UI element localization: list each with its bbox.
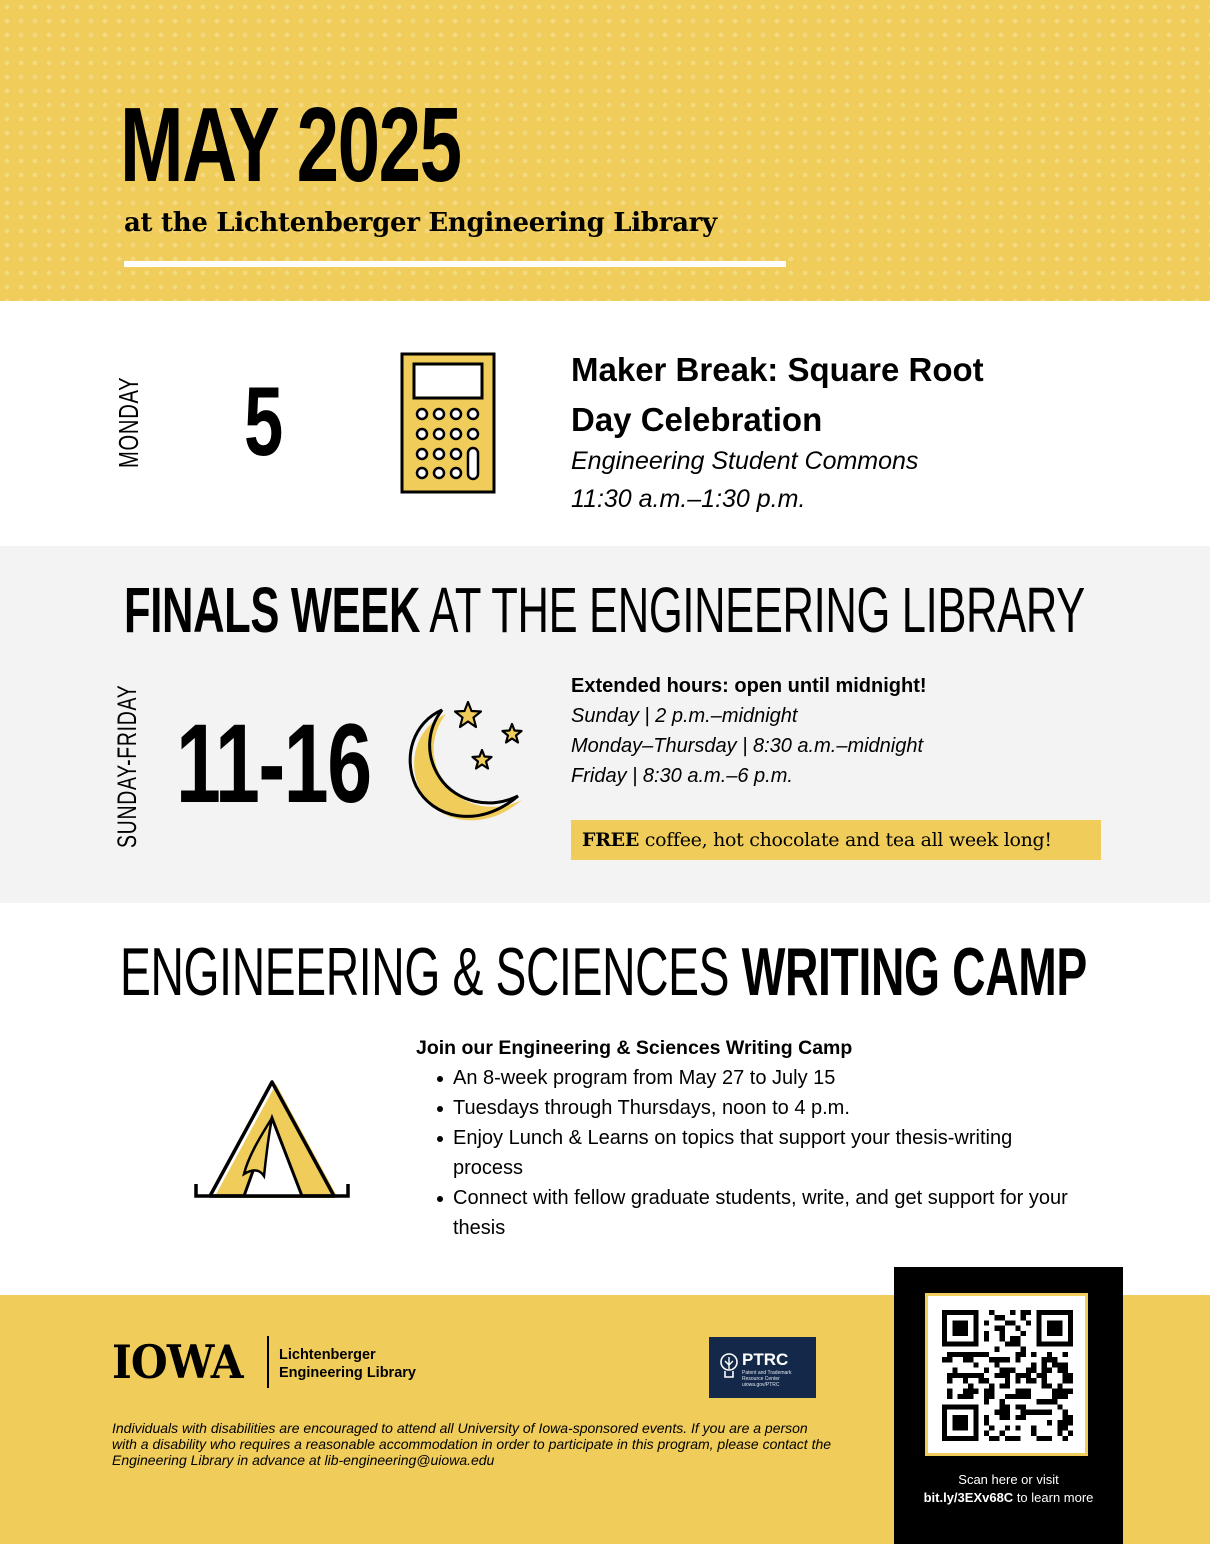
event1-day-number: 5: [244, 366, 284, 476]
finals-day-range: 11-16: [176, 701, 371, 826]
header-divider: [124, 261, 786, 267]
lightbulb-icon: [719, 1351, 739, 1383]
ptrc-subtitle: Patent and Trademark Resource Center uiowa.gov/PTRC: [742, 1370, 792, 1388]
finals-hours-sunday: Sunday | 2 p.m.–midnight: [571, 705, 798, 727]
moon-stars-icon: [394, 692, 530, 834]
camp-heading-bold: WRITING CAMP: [741, 934, 1087, 1010]
iowa-logo: IOWA: [112, 1335, 243, 1389]
event1-weekday: MONDAY: [113, 376, 144, 468]
library-name: Lichtenberger Engineering Library: [279, 1347, 416, 1381]
free-text: coffee, hot chocolate and tea all week long!: [639, 829, 1052, 851]
finals-hours-weekdays: Monday–Thursday | 8:30 a.m.–midnight: [571, 735, 924, 757]
event1-time: 11:30 a.m.–1:30 p.m.: [571, 485, 806, 513]
finals-heading: [124, 574, 1085, 646]
camp-intro: Join our Engineering & Sciences Writing Camp: [416, 1037, 853, 1059]
camp-details-list: [453, 1063, 1073, 1243]
accessibility-disclaimer: Individuals with disabilities are encouraged to attend all University of Iowa-sponsored events. If you are a person with a disability who requires a reasonable accommodation in order to participate in this program, please contact the Engineering Library in advance at lib-engineering@uiowa.edu: [112, 1420, 832, 1468]
finals-heading-bold: FINALS WEEK: [124, 574, 421, 646]
logo-divider: [267, 1336, 269, 1388]
qr-link[interactable]: bit.ly/3EXv68C: [923, 1490, 1014, 1505]
list-item: Connect with fellow graduate students, write, and get support for your thesis: [453, 1183, 1073, 1243]
qr-code[interactable]: [942, 1310, 1073, 1441]
free-drinks-banner: [571, 820, 1101, 860]
camp-heading-light: ENGINEERING & SCIENCES: [120, 934, 742, 1010]
list-item: An 8-week program from May 27 to July 15: [453, 1063, 1073, 1093]
tent-icon: [192, 1078, 352, 1202]
list-item: Tuesdays through Thursdays, noon to 4 p.m.: [453, 1093, 1073, 1123]
qr-caption-end: to learn more: [1013, 1490, 1094, 1505]
ptrc-label: PTRC: [742, 1350, 789, 1369]
qr-panel: [894, 1267, 1123, 1544]
calculator-icon: [398, 350, 500, 496]
qr-link-line: [894, 1490, 1123, 1505]
page-title: MAY 2025: [120, 86, 461, 204]
finals-heading-light: AT THE ENGINEERING LIBRARY: [429, 574, 1085, 646]
ptrc-logo: [709, 1337, 816, 1398]
finals-weekdays: SUNDAY-FRIDAY: [112, 684, 142, 848]
event1-title: Maker Break: Square Root Day Celebration: [571, 351, 984, 438]
camp-heading: [120, 934, 1087, 1010]
header-banner: [0, 0, 1210, 301]
page-subtitle: at the Lichtenberger Engineering Library: [124, 208, 717, 238]
list-item: Enjoy Lunch & Learns on topics that support your thesis-writing process: [453, 1123, 1073, 1183]
finals-hours-friday: Friday | 8:30 a.m.–6 p.m.: [571, 765, 793, 787]
finals-hours-heading: Extended hours: open until midnight!: [571, 675, 927, 697]
qr-caption: Scan here or visit: [958, 1472, 1059, 1487]
qr-frame: [925, 1293, 1088, 1456]
free-label: FREE: [582, 829, 640, 851]
event1-location: Engineering Student Commons: [571, 447, 919, 475]
